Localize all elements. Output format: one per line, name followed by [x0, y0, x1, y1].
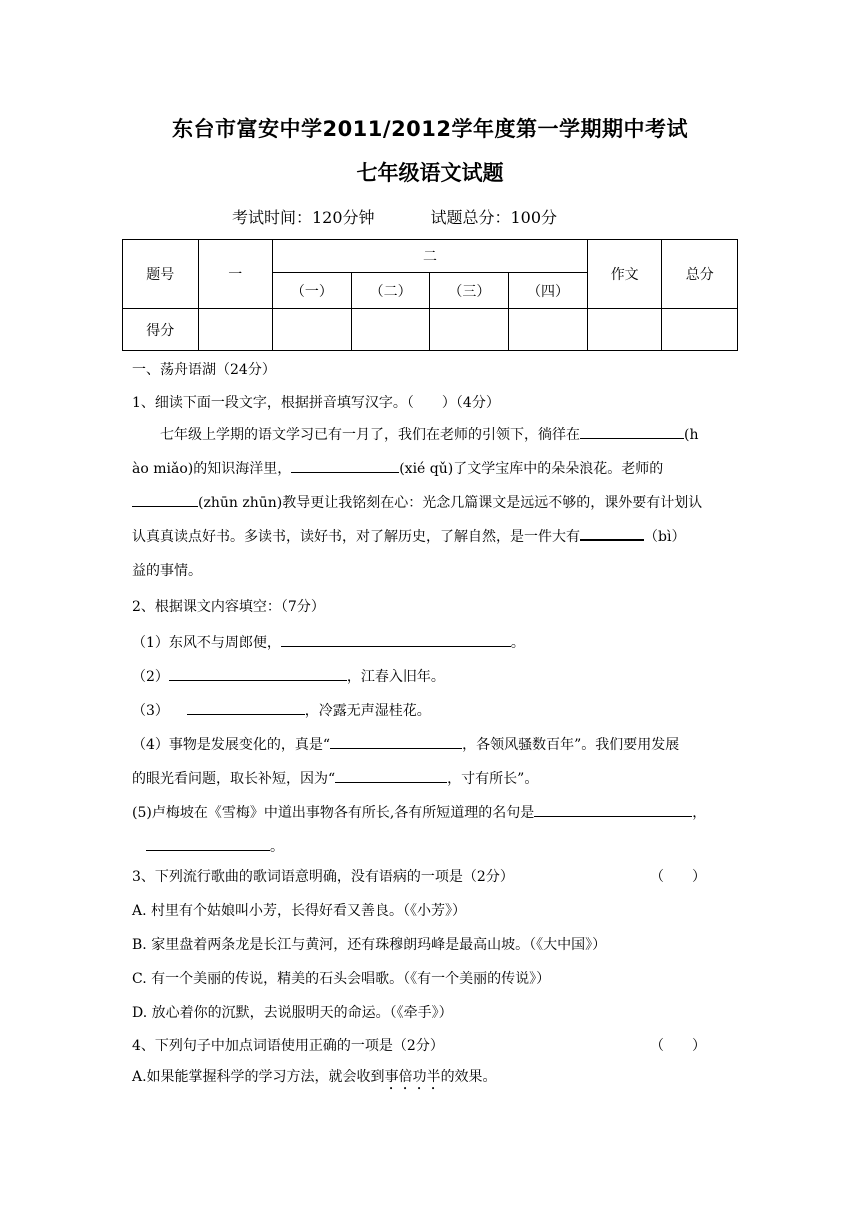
q3-option-d: D. 放心着你的沉默，去说服明天的命运。（《牵手》） — [132, 1005, 453, 1021]
sub-col-2: （二） — [351, 273, 430, 309]
score-cell[interactable] — [587, 309, 662, 351]
answer-blank[interactable] — [146, 834, 270, 851]
sub-col-3: （三） — [430, 273, 509, 309]
q1-passage: 七年级上学期的语文学习已有一月了，我们在老师的引领下，徜徉在 (h ào miǎo)的知识海洋里， (xié qǔ)了文学宝库中的朵朵浪花。老师的 (zhūn zhūn)教导更让我铭刻在心：光念几篇课文是远远不够的，课外要有计划认 认真真读点好书。多读书，读好书，对了解历史，了解自然，是一件大有 （bì） 益的事情。 — [132, 418, 738, 588]
q3-option-b: B. 家里盘着两条龙是长江与黄河，还有珠穆朗玛峰是最高山坡。（《大中国》） — [132, 937, 607, 953]
exam-title: 东台市富安中学2011/2012学年度第一学期期中考试 — [171, 117, 689, 141]
answer-blank[interactable] — [335, 766, 447, 783]
col-essay: 作文 — [587, 240, 662, 309]
dotted-phrase: 事倍功半 — [384, 1069, 441, 1085]
q4-prompt: 4、下列句子中加点词语使用正确的一项是（2分） — [132, 1038, 444, 1054]
answer-blank[interactable] — [580, 422, 684, 439]
q3-option-c: C. 有一个美丽的传说，精美的石头会唱歌。（《有一个美丽的传说》） — [132, 971, 551, 987]
col-total: 总分 — [662, 240, 738, 309]
section-heading: 一、荡舟语湖（24分） — [132, 362, 276, 378]
q2-item-1: （1）东风不与周郎便， 。 — [132, 630, 525, 652]
answer-blank[interactable] — [169, 664, 347, 681]
q2-prompt: 2、根据课文内容填空：（7分） — [132, 599, 325, 615]
q2-item-3: （3） ，冷露无声湿桂花。 — [132, 698, 431, 720]
row-score-label: 得分 — [123, 309, 199, 351]
col-question-number: 题号 — [123, 240, 199, 309]
q2-item-5-cont: 。 — [146, 834, 284, 856]
sub-col-1: （一） — [273, 273, 352, 309]
q3-answer-paren[interactable]: （ ） — [650, 869, 706, 885]
col-part-one: 一 — [198, 240, 273, 309]
exam-total-score: 试题总分：100分 — [430, 208, 558, 227]
sub-col-4: （四） — [509, 273, 588, 309]
score-cell[interactable] — [198, 309, 273, 351]
q2-item-5: (5)卢梅坡在《雪梅》中道出事物各有所长,各有所短道理的名句是 ， — [132, 800, 706, 822]
answer-blank[interactable] — [132, 490, 198, 507]
answer-blank[interactable] — [580, 523, 644, 541]
col-part-two: 二 — [273, 240, 588, 273]
q4-answer-paren[interactable]: （ ） — [650, 1038, 706, 1054]
score-cell[interactable] — [430, 309, 509, 351]
q3-prompt: 3、下列流行歌曲的歌词语意明确，没有语病的一项是（2分） — [132, 869, 514, 885]
answer-blank[interactable] — [291, 456, 399, 473]
q2-item-4: （4）事物是发展变化的，真是“ ，各领风骚数百年”。我们要用发展 — [132, 732, 679, 754]
q2-item-4-cont: 的眼光看问题，取长补短，因为“ ，寸有所长”。 — [132, 766, 538, 788]
q2-item-2: （2） ，江春入旧年。 — [132, 664, 445, 686]
exam-info — [232, 205, 557, 228]
answer-blank[interactable] — [187, 698, 305, 715]
score-table — [122, 239, 738, 351]
exam-subtitle: 七年级语文试题 — [356, 161, 504, 185]
answer-blank[interactable] — [281, 630, 511, 647]
q3-option-a: A. 村里有个姑娘叫小芳，长得好看又善良。（《小芳》） — [132, 903, 467, 919]
score-cell[interactable] — [273, 309, 352, 351]
q4-option-a: A.如果能掌握科学的学习方法，就会收到事倍功半的效果。 — [132, 1069, 497, 1085]
answer-blank[interactable] — [534, 800, 692, 817]
score-cell[interactable] — [509, 309, 588, 351]
answer-blank[interactable] — [330, 732, 462, 749]
score-cell[interactable] — [351, 309, 430, 351]
q1-prompt: 1、细读下面一段文字，根据拼音填写汉字。（ ）（4分） — [132, 395, 500, 411]
score-cell[interactable] — [662, 309, 738, 351]
exam-time: 考试时间：120分钟 — [232, 208, 375, 227]
